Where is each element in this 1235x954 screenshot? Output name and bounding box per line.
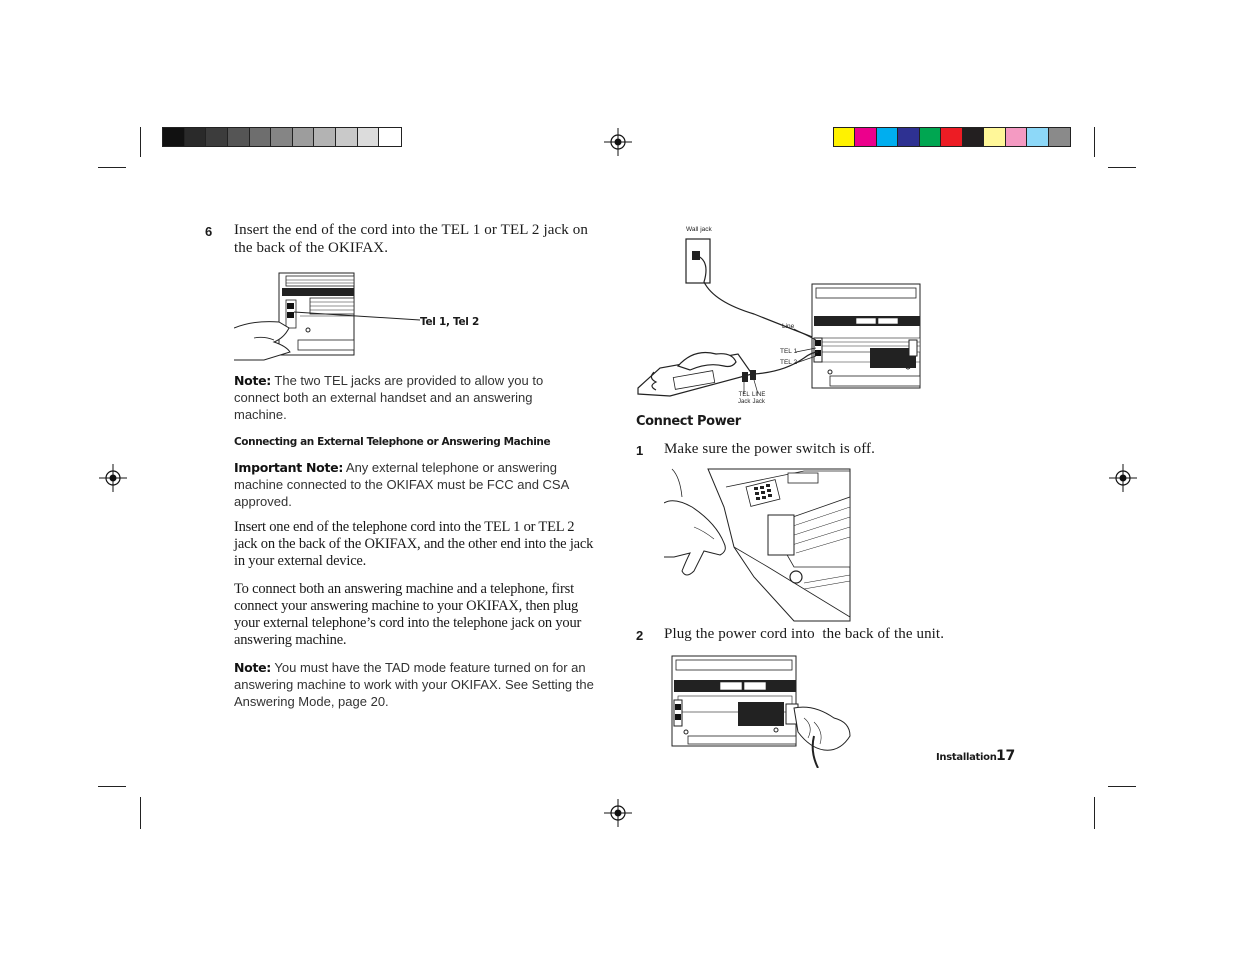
color-swatch — [1049, 128, 1070, 146]
crop-mark — [140, 797, 141, 829]
grayscale-swatch — [163, 128, 185, 146]
note-label: Note: — [234, 373, 272, 388]
color-swatch — [834, 128, 855, 146]
grayscale-swatch — [379, 128, 401, 146]
tel-jack-callout: Tel 1, Tel 2 — [420, 316, 479, 328]
phone-line-jack-label — [752, 392, 765, 406]
note-text: You must have the TAD mode feature turned on for an answering machine to work with your OKIFAX. See Setting the Answering Mode, page 20. — [234, 660, 594, 709]
grayscale-swatch — [228, 128, 250, 146]
color-swatch — [1006, 128, 1027, 146]
line-jack-label: Line — [782, 323, 795, 330]
color-swatch — [984, 128, 1005, 146]
grayscale-swatch — [314, 128, 336, 146]
phone-tel-jack-label — [738, 392, 750, 406]
grayscale-color-bar — [162, 127, 402, 147]
color-swatch — [877, 128, 898, 146]
color-swatch — [963, 128, 984, 146]
process-color-bar — [833, 127, 1071, 147]
wall-jack-label: Wall jack — [686, 226, 712, 233]
registration-mark — [604, 799, 632, 827]
important-note-text: Any external telephone or answering machine connected to the OKIFAX must be FCC and CSA approved. — [234, 460, 569, 509]
crop-mark — [140, 127, 141, 157]
grayscale-swatch — [185, 128, 207, 146]
crop-mark — [1094, 127, 1095, 157]
step-6-number: 6 — [205, 224, 213, 239]
phone-tel-jack-line2: Jack — [738, 399, 751, 405]
note-tel-jacks — [234, 372, 584, 423]
step-2-number: 2 — [636, 628, 644, 643]
step-6-text: Insert the end of the cord into the TEL 1 or TEL 2 jack on the back of the OKIFAX. — [234, 222, 588, 256]
crop-mark — [1108, 786, 1136, 787]
note-tad-mode — [234, 659, 600, 710]
note-text: The two TEL jacks are provided to allow you to connect both an external handset and an answering machine. — [234, 373, 544, 422]
crop-mark — [1094, 797, 1095, 829]
color-swatch — [941, 128, 962, 146]
grayscale-swatch — [250, 128, 272, 146]
grayscale-swatch — [293, 128, 315, 146]
power-switch-illustration — [664, 467, 852, 623]
page-number: 17 — [996, 748, 1015, 764]
telephone-connection-diagram — [634, 222, 954, 412]
subheading-external-telephone: Connecting an External Telephone or Answering Machine — [234, 436, 551, 448]
step-1-text: Make sure the power switch is off. — [664, 441, 875, 457]
paragraph-answering-machine: To connect both an answering machine and a telephone, first connect your answering machine to your OKIFAX, then plug your external telephone’s cord into the telephone jack on your answering machine. — [234, 581, 582, 648]
phone-line-jack-line2: Jack — [752, 399, 765, 405]
footer-section-label: Installation — [936, 752, 997, 763]
crop-mark — [1108, 167, 1136, 168]
phone-tel-jack-line1: TEL — [738, 392, 750, 398]
registration-mark — [99, 464, 127, 492]
color-swatch — [855, 128, 876, 146]
note-label: Note: — [234, 660, 272, 675]
tel2-jack-label: TEL 2 — [780, 359, 798, 366]
grayscale-swatch — [358, 128, 380, 146]
grayscale-swatch — [336, 128, 358, 146]
phone-line-jack-line1: LINE — [752, 392, 766, 398]
paragraph-insert-cord: Insert one end of the telephone cord into the TEL 1 or TEL 2 jack on the back of the OKIFAX, and the other end into the jack in your external device. — [234, 519, 594, 569]
important-note — [234, 459, 594, 510]
color-swatch — [1027, 128, 1048, 146]
registration-mark — [1109, 464, 1137, 492]
step-2-text: Plug the power cord into the back of the unit. — [664, 626, 945, 642]
grayscale-swatch — [206, 128, 228, 146]
important-note-label: Important Note: — [234, 460, 344, 475]
connect-power-heading: Connect Power — [636, 414, 741, 429]
color-swatch — [898, 128, 919, 146]
step-1-number: 1 — [636, 443, 644, 458]
power-cord-illustration — [664, 652, 854, 768]
crop-mark — [98, 167, 126, 168]
crop-mark — [98, 786, 126, 787]
color-swatch — [920, 128, 941, 146]
grayscale-swatch — [271, 128, 293, 146]
registration-mark — [604, 128, 632, 156]
tel1-jack-label: TEL 1 — [780, 348, 798, 355]
